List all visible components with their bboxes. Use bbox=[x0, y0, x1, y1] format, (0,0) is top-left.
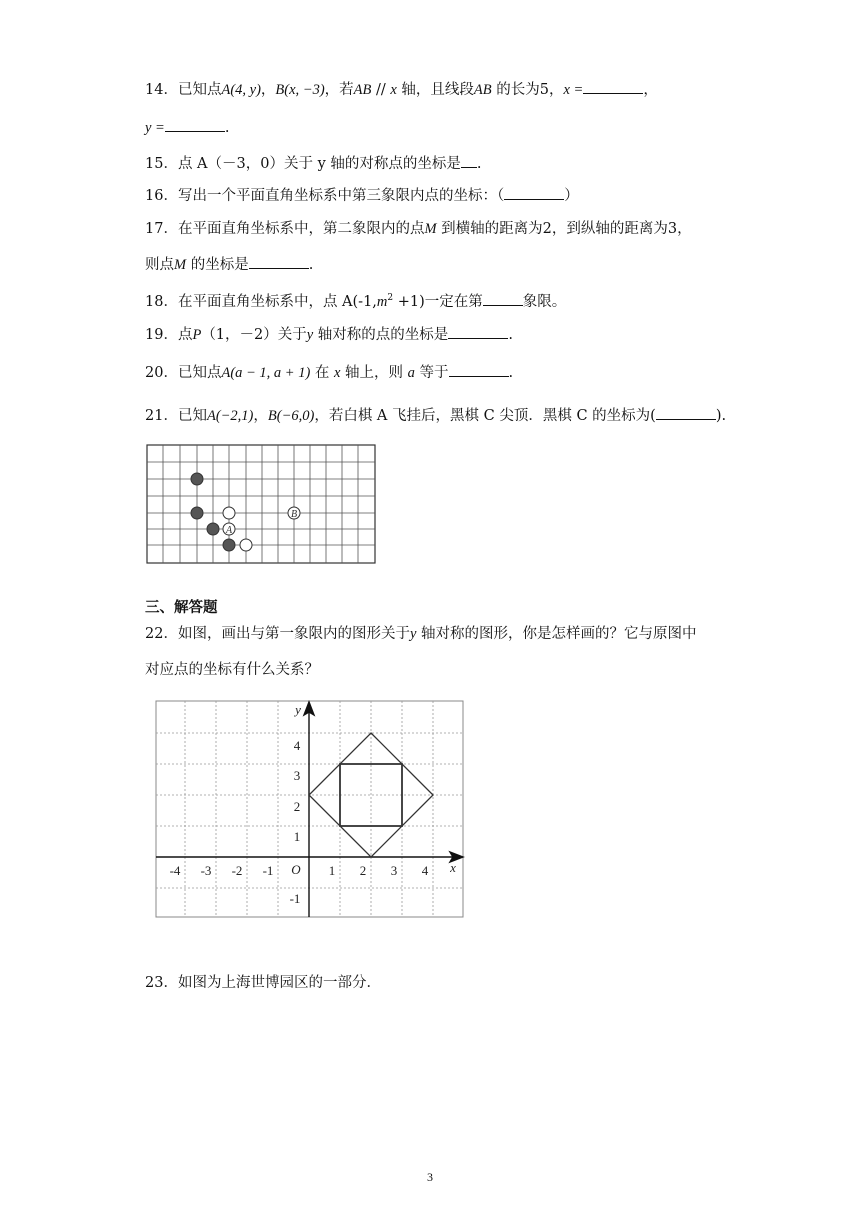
q17-blank[interactable] bbox=[249, 254, 309, 269]
label-b: B bbox=[290, 509, 298, 520]
black-stone bbox=[207, 523, 219, 535]
white-stone bbox=[240, 539, 252, 551]
q21-a-coords: (−2,1) bbox=[215, 408, 254, 424]
q14-prefix: 14．已知点 bbox=[145, 82, 222, 98]
black-stone bbox=[223, 539, 235, 551]
q14-a-coords: (4, y) bbox=[230, 82, 261, 98]
q17-text-e: 则点 bbox=[145, 257, 174, 273]
question-18 bbox=[145, 288, 566, 312]
page-number: 3 bbox=[427, 1170, 433, 1184]
q14-x-blank[interactable] bbox=[583, 79, 643, 94]
question-16 bbox=[145, 185, 579, 206]
question-14-line1 bbox=[145, 79, 658, 100]
x-tick: -3 bbox=[200, 863, 212, 878]
q16-end: ） bbox=[564, 188, 579, 204]
y-axis-label: y bbox=[295, 702, 301, 717]
q20-text3: 轴上，则 bbox=[340, 365, 408, 381]
q14-end: ， bbox=[643, 82, 658, 98]
q14-b-coords: (x, −3) bbox=[284, 82, 325, 98]
q21-text: 21．已知 bbox=[145, 408, 207, 424]
q20-blank[interactable] bbox=[449, 362, 509, 377]
q15-end: . bbox=[476, 156, 482, 172]
question-21 bbox=[145, 405, 726, 426]
question-20 bbox=[145, 362, 513, 383]
x-tick: -4 bbox=[169, 863, 181, 878]
q21-text2: ，若白棋 A 飞挂后，黑棋 C 尖顶．黑棋 C 的坐标为( bbox=[314, 408, 656, 424]
x-tick: 3 bbox=[390, 863, 398, 878]
x-tick: 2 bbox=[359, 863, 367, 878]
question-22-line2 bbox=[145, 660, 319, 680]
q17-two: 2 bbox=[542, 221, 552, 237]
q14-five: 5 bbox=[539, 82, 549, 98]
coordinate-figure bbox=[155, 700, 465, 920]
q19-blank[interactable] bbox=[448, 324, 508, 339]
q14-point-a: A bbox=[221, 82, 231, 98]
q22-text-b: 轴对称的图形，你是怎样画的？它与原图中 bbox=[416, 626, 697, 642]
q14-mid: ，若 bbox=[324, 82, 354, 98]
q17-text-f: 的坐标是 bbox=[186, 257, 249, 273]
q18-m: m bbox=[376, 293, 388, 310]
q20-text4: 等于 bbox=[414, 365, 449, 381]
q17-text-c: ，到纵轴的距离为 bbox=[551, 221, 668, 237]
q21-blank[interactable] bbox=[656, 405, 716, 420]
black-stone bbox=[191, 507, 203, 519]
q14-mid2: 轴，且线段 bbox=[396, 82, 474, 98]
q19-text: 19．点 bbox=[145, 327, 193, 343]
x-axis-label: x bbox=[450, 860, 456, 875]
black-stone bbox=[191, 473, 203, 485]
q20-text: 20．已知点 bbox=[145, 365, 222, 381]
y-tick: 1 bbox=[293, 829, 301, 844]
question-22-line1 bbox=[145, 624, 697, 644]
q16-blank[interactable] bbox=[504, 185, 564, 200]
q19-coords: （1，－2）关于 bbox=[201, 327, 307, 343]
q14-y-blank[interactable] bbox=[165, 117, 225, 132]
y-tick: 4 bbox=[293, 738, 301, 753]
q14-ab: AB bbox=[353, 82, 372, 98]
q21-end: ). bbox=[715, 408, 727, 424]
q18-text2: +1)一定在第 bbox=[393, 293, 483, 310]
go-board-figure bbox=[145, 443, 377, 565]
question-17-line1 bbox=[145, 219, 692, 239]
section-title: 三、解答题 bbox=[145, 600, 218, 616]
label-a: A bbox=[225, 525, 233, 536]
q17-text-d: ， bbox=[677, 221, 692, 237]
question-17-line2 bbox=[145, 254, 313, 275]
q19-p: P bbox=[192, 327, 202, 343]
q14-dot: . bbox=[224, 120, 230, 136]
q23-text: 23．如图为上海世博园区的一部分． bbox=[145, 975, 381, 991]
q21-sep: ， bbox=[253, 408, 268, 424]
q20-a: A bbox=[221, 365, 231, 381]
white-stone bbox=[223, 507, 235, 519]
q21-a: A bbox=[206, 408, 216, 424]
question-23 bbox=[145, 973, 381, 993]
q14-x-eq: x = bbox=[563, 82, 584, 98]
x-tick: 4 bbox=[421, 863, 429, 878]
q14-parallel: // bbox=[371, 82, 391, 98]
q14-ab2: AB bbox=[473, 82, 492, 98]
x-tick: 1 bbox=[328, 863, 336, 878]
question-15 bbox=[145, 153, 482, 174]
question-14-line2 bbox=[145, 117, 229, 138]
q17-end: . bbox=[308, 257, 314, 273]
go-board-grid bbox=[147, 445, 375, 563]
x-tick: -2 bbox=[231, 863, 243, 878]
q14-mid3: 的长为 bbox=[491, 82, 540, 98]
q17-m: M bbox=[424, 221, 437, 237]
q20-end: . bbox=[508, 365, 514, 381]
q21-b-coords: (−6,0) bbox=[276, 408, 315, 424]
q17-text-a: 17．在平面直角坐标系中，第二象限内的点 bbox=[145, 221, 425, 237]
q20-text2: 在 bbox=[310, 365, 335, 381]
q18-sup: 2 bbox=[387, 293, 394, 303]
q20-coords: (a − 1, a + 1) bbox=[230, 365, 311, 381]
q16-text: 16．写出一个平面直角坐标系中第三象限内点的坐标：（ bbox=[145, 188, 505, 204]
q17-three: 3 bbox=[667, 221, 678, 237]
q17-m2: M bbox=[174, 257, 187, 273]
origin-label: O bbox=[291, 862, 301, 877]
x-tick: -1 bbox=[262, 863, 274, 878]
q20-x: x bbox=[334, 365, 341, 381]
q14-point-b: B bbox=[275, 82, 285, 98]
q19-y: y bbox=[306, 327, 314, 343]
q22-y: y bbox=[409, 626, 417, 642]
q14-x: x bbox=[390, 82, 397, 98]
q22-text-c: 对应点的坐标有什么关系？ bbox=[145, 662, 319, 678]
q18-end: 象限。 bbox=[522, 293, 567, 310]
q18-blank[interactable] bbox=[483, 291, 523, 306]
q14-sep1: ， bbox=[260, 82, 276, 98]
q19-end: . bbox=[508, 327, 513, 343]
q14-sep2: ， bbox=[548, 82, 564, 98]
q21-b: B bbox=[267, 408, 277, 424]
q17-text-b: 到横轴的距离为 bbox=[436, 221, 543, 237]
q22-text-a: 22．如图，画出与第一象限内的图形关于 bbox=[145, 626, 410, 642]
y-tick: 3 bbox=[293, 768, 301, 783]
y-tick: 2 bbox=[293, 799, 301, 814]
q15-blank[interactable] bbox=[461, 153, 477, 168]
q20-a-var: a bbox=[407, 365, 415, 381]
y-tick: -1 bbox=[289, 891, 301, 906]
question-19 bbox=[145, 324, 513, 345]
q14-y-eq: y = bbox=[145, 120, 165, 136]
q19-text2: 轴对称的点的坐标是 bbox=[313, 327, 449, 343]
q15-text: 15．点 A（－3，0）关于 y 轴的对称点的坐标是 bbox=[145, 156, 461, 172]
q18-text: 18．在平面直角坐标系中，点 A(-1, bbox=[145, 293, 377, 310]
